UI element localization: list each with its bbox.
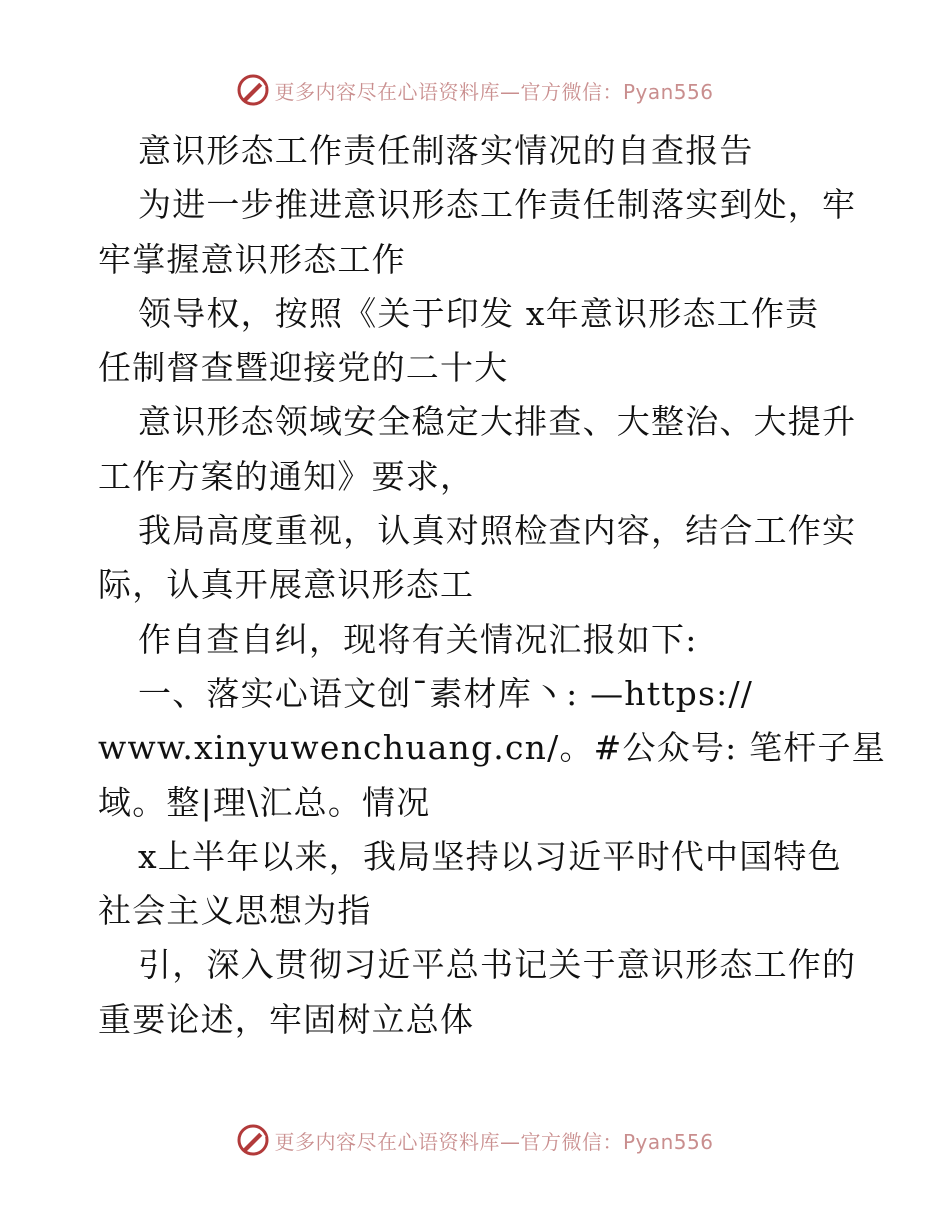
- paragraph-line: x上半年以来，我局坚持以习近平时代中国特色: [138, 836, 842, 876]
- footer-watermark-banner: [0, 1120, 950, 1160]
- header-watermark-banner: [0, 70, 950, 110]
- paragraph-line: 作自查自纠，现将有关情况汇报如下:: [138, 619, 698, 659]
- paragraph-line: 我局高度重视，认真对照检查内容，结合工作实: [138, 511, 857, 551]
- paragraph-line: 为进一步推进意识形态工作责任制落实到处，牢: [138, 185, 857, 225]
- section-heading-line: 一、落实心语文创¯素材库丶: —https://: [138, 673, 754, 713]
- paragraph-line: 引，深入贯彻习近平总书记关于意识形态工作的: [138, 945, 857, 985]
- paragraph-line: 意识形态领域安全稳定大排查、大整治、大提升: [138, 402, 857, 442]
- paragraph-line: www.xinyuwenchuang.cn/。#公众号: 笔杆子星: [98, 728, 886, 768]
- header-watermark-text: 更多内容尽在心语资料库—官方微信：Pyan556: [274, 79, 714, 104]
- paragraph-line: 重要论述，牢固树立总体: [98, 999, 475, 1039]
- paragraph-line: 工作方案的通知》要求，: [98, 456, 475, 496]
- pen-circle-logo-icon: [236, 1123, 270, 1157]
- paragraph-line: 社会主义思想为指: [98, 891, 372, 931]
- pen-circle-logo-icon: [236, 73, 270, 107]
- paragraph-line: 域。整|理\汇总。情况: [98, 782, 431, 822]
- document-body: [98, 124, 886, 1047]
- paragraph-line: 际，认真开展意识形态工: [98, 565, 475, 605]
- paragraph-line: 任制督查暨迎接党的二十大: [98, 348, 509, 388]
- paragraph-line: 牢掌握意识形态工作: [98, 239, 406, 279]
- paragraph-line: 领导权，按照《关于印发 x年意识形态工作责: [138, 293, 820, 333]
- footer-watermark-text: 更多内容尽在心语资料库—官方微信：Pyan556: [274, 1129, 714, 1154]
- document-title: 意识形态工作责任制落实情况的自查报告: [138, 131, 754, 170]
